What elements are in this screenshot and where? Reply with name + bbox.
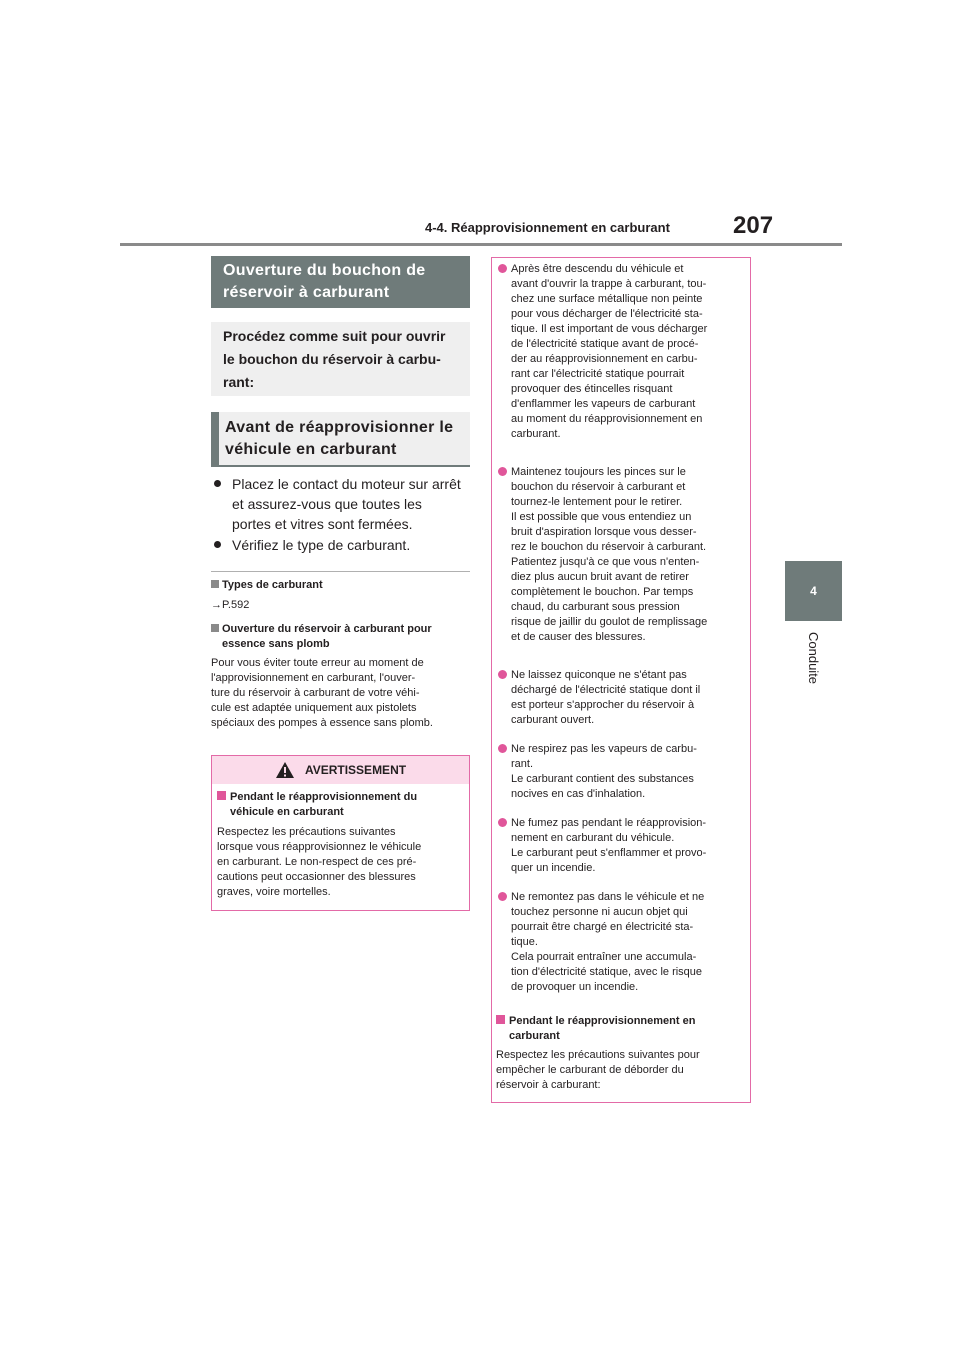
text-line: est porteur s'approcher du réservoir à	[511, 699, 695, 711]
text-line: Respectez les précautions suivantes	[217, 826, 396, 838]
fuel-types-title	[211, 578, 323, 593]
warning-text	[217, 825, 463, 900]
text-line: cautions peut occasionner des blessures	[217, 871, 416, 883]
page-reference[interactable]: →P.592	[211, 599, 250, 611]
text-line: Ne fumez pas pendant le réapprovision-	[511, 817, 707, 829]
chapter-label	[799, 632, 829, 692]
final-title-line: Pendant le réapprovisionnement en	[509, 1015, 696, 1027]
warning-item	[498, 262, 742, 442]
text-line: Maintenez toujours les pinces sur le	[511, 466, 686, 478]
bullet-dot-icon	[498, 744, 507, 753]
text-line: der au réapprovisionnement en carbu-	[511, 353, 698, 365]
text-line: Patientez jusqu'à ce que vous n'enten-	[511, 556, 700, 568]
bullet-item	[214, 535, 470, 555]
warning-title	[217, 790, 463, 820]
bullet-dot-icon	[498, 264, 507, 273]
text-line: carburant ouvert.	[511, 714, 595, 726]
text-line: complètement le bouchon. Par temps	[511, 586, 694, 598]
square-bullet-icon	[211, 580, 219, 588]
text-line: lorsque vous réapprovisionnez le véhicule	[217, 841, 422, 853]
text-line: carburant.	[511, 428, 561, 440]
warning-item	[498, 668, 742, 728]
text-line: Il est possible que vous entendiez un	[511, 511, 692, 523]
heading-ouverture	[211, 256, 470, 308]
bullet-dot-icon	[214, 541, 221, 548]
divider	[211, 571, 470, 572]
intro-box	[211, 322, 470, 396]
text-line: nement en carburant du véhicule.	[511, 832, 675, 844]
bullet-dot-icon	[498, 818, 507, 827]
final-text	[496, 1048, 740, 1093]
text-line: de l'électricité statique avant de procé-	[511, 338, 699, 350]
text-line: avant d'ouvrir la trappe à carburant, tou-	[511, 278, 707, 290]
warning-item	[498, 742, 742, 802]
text-line: de provoquer un incendie.	[511, 981, 639, 993]
heading-line: Avant de réapprovisionner le	[225, 418, 454, 436]
text-line: Ne respirez pas les vapeurs de carbu-	[511, 743, 697, 755]
heading-line: Ouverture du bouchon de	[223, 262, 426, 279]
bullet-line: Placez le contact du moteur sur arrêt	[232, 476, 461, 492]
text-line: au moment du réapprovisionnement en	[511, 413, 703, 425]
text-line: graves, voire mortelles.	[217, 886, 331, 898]
text-line: Le carburant peut s'enflammer et provo-	[511, 847, 707, 859]
warning-item	[498, 465, 742, 645]
warning-continuation-box	[491, 257, 751, 1103]
text-line: pour vous décharger de l'électricité sta-	[511, 308, 703, 320]
text-line: Ne remontez pas dans le véhicule et ne	[511, 891, 705, 903]
bullet-item	[214, 474, 470, 534]
text-line: Ne laissez quiconque ne s'étant pas	[511, 669, 687, 681]
heading-underline	[211, 465, 470, 467]
header-rule	[120, 243, 842, 246]
text-line: chaud, du carburant sous pression	[511, 601, 680, 613]
warning-title-line: véhicule en carburant	[230, 806, 344, 818]
text-line: Pour vous éviter toute erreur au moment de	[211, 657, 424, 669]
text-line: tique.	[511, 936, 538, 948]
final-title-line: carburant	[509, 1030, 560, 1042]
text-line: chez une surface métallique non peinte	[511, 293, 703, 305]
bullet-line: et assurez-vous que toutes les	[232, 496, 422, 512]
intro-line: rant:	[223, 374, 255, 390]
text-line: Après être descendu du véhicule et	[511, 263, 684, 275]
text-line: l'approvisionnement en carburant, l'ouver-	[211, 672, 416, 684]
warning-label: AVERTISSEMENT	[304, 763, 407, 777]
text-line: réservoir à carburant:	[496, 1079, 601, 1091]
chapter-tab: 4	[785, 561, 842, 621]
text-line: rez le bouchon du réservoir à carburant.	[511, 541, 707, 553]
bullet-line: portes et vitres sont fermées.	[232, 516, 413, 532]
text-line: diez plus aucun bruit avant de retirer	[511, 571, 689, 583]
square-bullet-icon	[217, 791, 226, 800]
text-line: en carburant. Le non-respect de ces pré-	[217, 856, 417, 868]
heading-line: véhicule en carburant	[225, 440, 397, 458]
section-header: 4-4. Réapprovisionnement en carburant	[425, 220, 670, 235]
text-line: Le carburant contient des substances	[511, 773, 694, 785]
text-line: pourrait être chargé en électricité sta-	[511, 921, 694, 933]
opening-title-line: Ouverture du réservoir à carburant pour	[222, 623, 432, 635]
warning-header	[212, 756, 469, 784]
opening-text	[211, 656, 470, 731]
text-line: spéciaux des pompes à essence sans plomb.	[211, 717, 433, 729]
intro-line: le bouchon du réservoir à carbu-	[223, 351, 441, 367]
text-line: provoquer des étincelles risquant	[511, 383, 673, 395]
text-line: tournez-le lentement pour le retirer.	[511, 496, 683, 508]
text-line: risque de jaillir du goulot de remplissage	[511, 616, 708, 628]
page-number: 207	[733, 212, 774, 239]
text-line: touchez personne ni aucun objet qui	[511, 906, 688, 918]
opening-title-line: essence sans plomb	[222, 638, 330, 650]
text-line: Cela pourrait entraîner une accumula-	[511, 951, 697, 963]
text-line: Respectez les précautions suivantes pour	[496, 1049, 700, 1061]
text-line: bruit d'aspiration lorsque vous desser-	[511, 526, 697, 538]
warning-box	[211, 755, 470, 911]
bullet-line: Vérifiez le type de carburant.	[232, 537, 411, 553]
opening-title	[211, 622, 470, 652]
heading-line: réservoir à carburant	[223, 284, 390, 301]
heading-avant	[211, 412, 470, 465]
bullet-dot-icon	[214, 480, 221, 487]
warning-triangle-icon	[275, 761, 295, 779]
square-bullet-icon	[496, 1015, 505, 1024]
text-line: rant.	[511, 758, 534, 770]
bullet-dot-icon	[498, 670, 507, 679]
text-line: cule est adaptée uniquement aux pistolets	[211, 702, 417, 714]
text-line: bouchon du réservoir à carburant et	[511, 481, 686, 493]
text-line: rant car l'électricité statique pourrait	[511, 368, 685, 380]
bullet-dot-icon	[498, 892, 507, 901]
warning-title-line: Pendant le réapprovisionnement du	[230, 791, 418, 803]
text-line: empêcher le carburant de déborder du	[496, 1064, 684, 1076]
fuel-types-title-text: Types de carburant	[222, 579, 323, 591]
text-line: quer un incendie.	[511, 862, 596, 874]
text-line: tion d'électricité statique, avec le risque	[511, 966, 703, 978]
text-line: et de causer des blessures.	[511, 631, 646, 643]
text-line: nocives en cas d'inhalation.	[511, 788, 646, 800]
intro-line: Procédez comme suit pour ouvrir	[223, 328, 446, 344]
bullet-dot-icon	[498, 467, 507, 476]
chapter-label-text: Conduite	[806, 632, 821, 685]
final-title	[496, 1014, 740, 1044]
text-line: d'enflammer les vapeurs de carburant	[511, 398, 696, 410]
text-line: tique. Il est important de vous décharger	[511, 323, 708, 335]
text-line: déchargé de l'électricité statique dont il	[511, 684, 701, 696]
warning-item	[498, 816, 742, 876]
square-bullet-icon	[211, 624, 219, 632]
warning-item	[498, 890, 742, 995]
text-line: ture du réservoir à carburant de votre véhi-	[211, 687, 420, 699]
